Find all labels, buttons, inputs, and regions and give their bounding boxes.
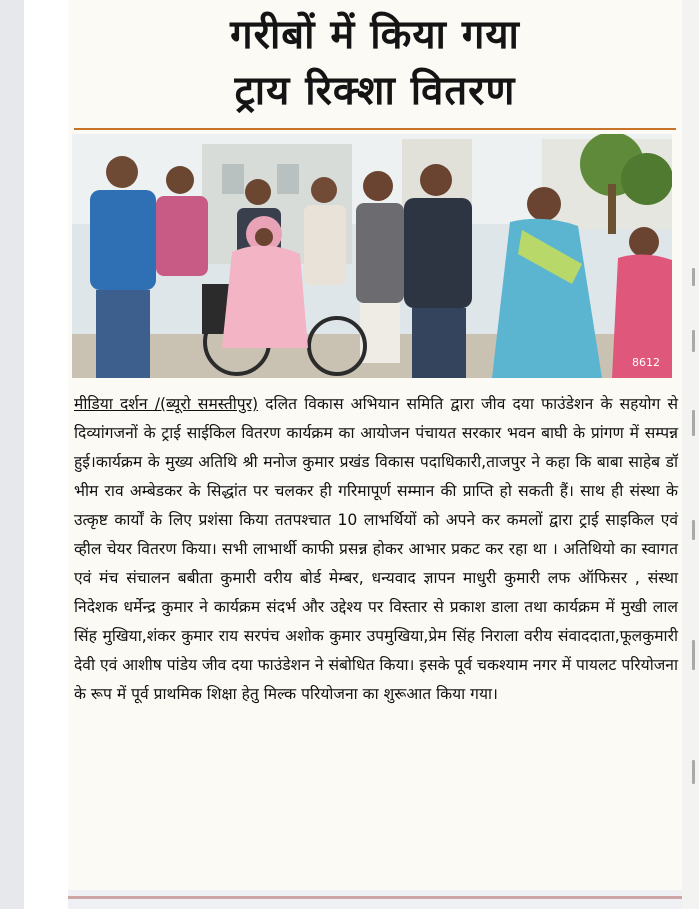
page-margin (24, 0, 68, 909)
photo-illustration (72, 134, 672, 378)
event-photo (72, 134, 672, 378)
article-text: दलित विकास अभियान समिति द्वारा जीव दया फाउंडेशन के सहयोग से दिव्यांगजनों के ट्राई साईकिल वितरण कार्यक्रम का आयोजन पंचायत सरकार भवन बाघी के प्रांगण में सम्पन्न हुई।कार्यक्रम के मुख्य अतिथि श्री मनोज कुमार प्रखंड विकास पदाधिकारी,ताजपुर ने कहा कि बाबा साहेब डॉ भीम राव अम्बेडकर के सिद्धांत पर चलकर ही गरिमापूर्ण सम्मान की प्राप्ति हो सकती हैं। साथ ही संस्था के उत्कृष्ट कार्यों के लिए प्रशंसा किया ततपश्चात 10 लाभर्थियों को अपने कर कमलों द्वारा ट्राई साइकिल एवं व्हील चेयर वितरण किया। सभी लाभार्थी काफी प्रसन्न होकर आभार प्रकट कर रहा था । अतिथियो का स्वागत एवं मंच संचालन बबीता कुमारी वरीय बोर्ड मेम्बर, धन्यवाद ज्ञापन माधुरी कुमारी लफ ऑफिसर , संस्था निदेशक धर्मेन्द्र कुमार ने कार्यक्रम संदर्भ और उद्देश्य पर विस्तार से प्रकाश डाला तथा कार्यक्रम में मुखी लाल सिंह मुखिया,शंकर कुमार राय सरपंच अशोक कुमार उपमुखिया,प्रेम सिंह निराला वरीय संवाददाता,फूलकुमारी देवी एवं आशीष पांडेय जीव दया फाउंडेशन ने संबोधित किया। इसके पूर्व चकश्याम नगर में पायलट परियोजना के रूप में पूर्व प्राथमिक शिक्षा हेतु मिल्क परियोजना का शुरूआत किया गया। (74, 395, 678, 703)
bleed-mark (692, 520, 695, 540)
bleed-mark (692, 330, 695, 352)
viewer-left-strip (0, 0, 24, 909)
bleed-mark (692, 640, 695, 670)
headline-line-2: ट्राय रिक्शा वितरण (234, 68, 516, 114)
newspaper-clipping (68, 0, 682, 890)
bleed-mark (692, 268, 695, 286)
clipping-bottom-rule (68, 896, 682, 899)
article-body (74, 390, 678, 709)
headline-line-1: गरीबों में किया गया (230, 12, 520, 58)
bleed-mark (692, 760, 695, 784)
bleed-mark (692, 410, 695, 436)
headline-rule (74, 128, 676, 130)
article-dateline: मीडिया दर्शन /(ब्यूरो समस्तीपुर) (74, 395, 259, 413)
photo-stamp: 8612 (632, 356, 660, 369)
viewer-right-strip (682, 0, 699, 909)
